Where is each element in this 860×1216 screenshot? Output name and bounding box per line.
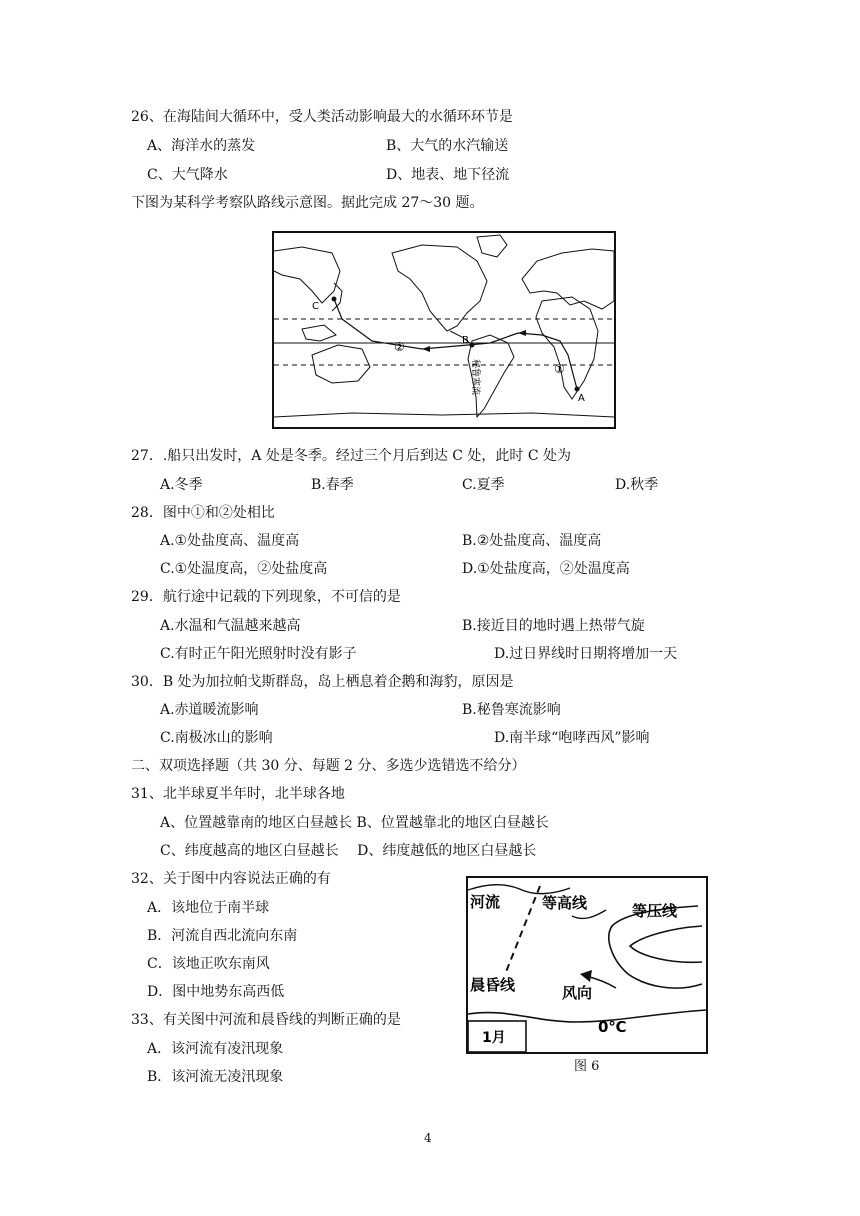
label-wind: 风向 (562, 984, 593, 1002)
label-month: 1月 (482, 1030, 506, 1046)
q33-option-a: A．该河流有凌汛现象 (147, 1041, 284, 1057)
map-frame (273, 232, 615, 428)
q30-option-b: B.秘鲁寒流影响 (462, 702, 561, 718)
point-b (470, 343, 475, 348)
q30-option-d: D.南半球“咆哮西风”影响 (494, 730, 650, 746)
q27-option-a: A.冬季 (160, 477, 203, 493)
label-c: C (312, 301, 319, 312)
q26-option-d: D、地表、地下径流 (386, 167, 510, 183)
figure-6 (466, 876, 708, 1058)
q32-option-d: D．图中地势东高西低 (147, 984, 285, 1000)
q30-option-a: A.赤道暖流影响 (160, 702, 259, 718)
point-a (575, 387, 580, 392)
q32-option-a: A．该地位于南半球 (147, 900, 270, 916)
page-number: 4 (424, 1131, 432, 1145)
q28-option-a: A.①处盐度高、温度高 (160, 533, 300, 549)
intro-27-30: 下图为某科学考察队路线示意图。据此完成 27～30 题。 (131, 195, 484, 211)
label-river: 河流 (470, 893, 501, 911)
route-map-svg (272, 231, 616, 429)
q28-option-b: B.②处盐度高、温度高 (462, 533, 602, 549)
label-a: A (578, 393, 585, 404)
q32-option-c: C．该地正吹东南风 (147, 956, 270, 972)
q31-stem: 31、北半球夏半年时，北半球各地 (131, 786, 345, 802)
q33-option-b: B．该河流无凌汛现象 (147, 1069, 284, 1085)
label-terminator: 晨昏线 (470, 976, 516, 994)
q27-option-c: C.夏季 (462, 477, 505, 493)
label-contour: 等高线 (542, 894, 588, 912)
q29-option-d: D.过日界线时日期将增加一天 (494, 646, 678, 662)
q26-option-c: C、大气降水 (147, 167, 228, 183)
q31-options-ab: A、位置越靠南的地区白昼越长 B、位置越靠北的地区白昼越长 (160, 815, 549, 831)
label-zero: 0℃ (598, 1018, 627, 1036)
q26-stem: 26、在海陆间大循环中，受人类活动影响最大的水循环环节是 (131, 109, 513, 125)
q28-option-c: C.①处温度高，②处盐度高 (160, 561, 328, 577)
route-map (272, 231, 616, 433)
q30-option-c: C.南极冰山的影响 (160, 730, 273, 746)
figure-6-svg (466, 876, 708, 1054)
q32-option-b: B．河流自西北流向东南 (147, 928, 298, 944)
q30-stem: 30．B 处为加拉帕戈斯群岛，岛上栖息着企鹅和海豹，原因是 (131, 674, 514, 690)
q26-option-a: A、海洋水的蒸发 (147, 138, 256, 154)
label-isobar: 等压线 (632, 902, 678, 920)
q31-options-cd: C、纬度越高的地区白昼越长 D、纬度越低的地区白昼越长 (160, 843, 537, 859)
label-two: ② (394, 340, 405, 354)
point-c (332, 297, 337, 302)
q29-stem: 29．航行途中记载的下列现象，不可信的是 (131, 589, 401, 605)
q29-option-b: B.接近目的地时遇上热带气旋 (462, 618, 645, 634)
figure-6-caption: 图 6 (574, 1059, 600, 1074)
label-b: B (462, 335, 469, 346)
label-one: ① (554, 362, 565, 376)
q27-option-b: B.春季 (311, 477, 354, 493)
q28-option-d: D.①处盐度高，②处温度高 (462, 561, 630, 577)
label-peru-current: 秘鲁寒流 (470, 359, 480, 396)
q27-stem: 27．.船只出发时，A 处是冬季。经过三个月后到达 C 处，此时 C 处为 (131, 448, 572, 464)
q28-stem: 28．图中①和②处相比 (131, 505, 275, 521)
q32-stem: 32、关于图中内容说法正确的有 (131, 871, 331, 887)
q33-stem: 33、有关图中河流和晨昏线的判断正确的是 (131, 1012, 401, 1028)
section-2-heading: 二、双项选择题（共 30 分、每题 2 分、多选少选错选不给分） (131, 758, 526, 774)
q29-option-c: C.有时正午阳光照射时没有影子 (160, 646, 357, 662)
q26-option-b: B、大气的水汽输送 (386, 138, 509, 154)
q29-option-a: A.水温和气温越来越高 (160, 618, 301, 634)
q27-option-d: D.秋季 (615, 477, 659, 493)
